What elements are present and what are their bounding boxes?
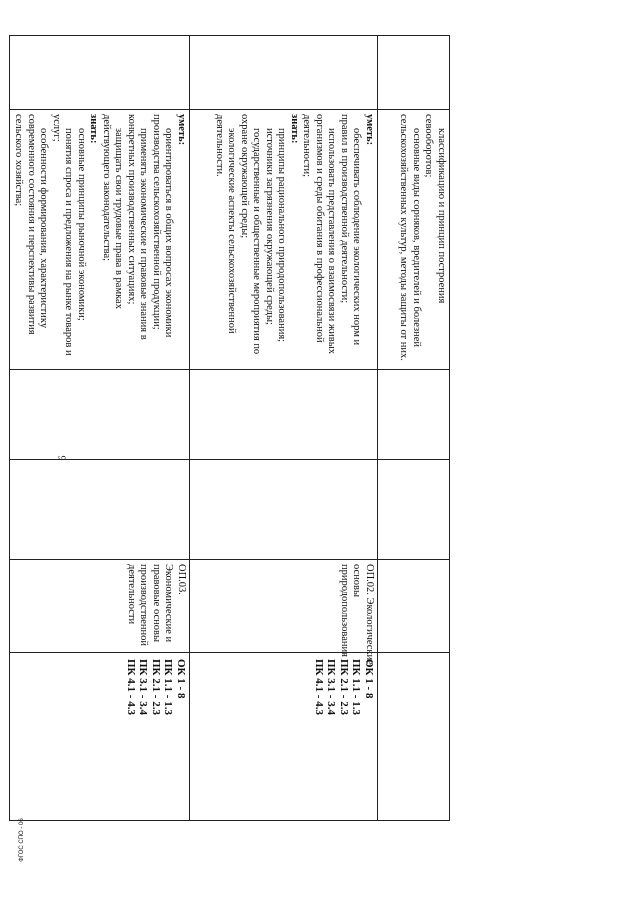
discipline-line: Экономические и bbox=[163, 564, 175, 643]
table-canvas bbox=[13, 35, 450, 820]
competence-code: ОК 1 - 8 bbox=[175, 659, 187, 699]
competence-code: ПК 1.1 - 1.3 bbox=[350, 659, 363, 715]
discipline-line: правовые основы bbox=[151, 564, 162, 643]
index-cell bbox=[190, 36, 378, 110]
table-row bbox=[10, 36, 190, 821]
requirement-line: классификацию и принцип построения севооборотов; bbox=[423, 114, 447, 304]
requirement-line: применять экономические и правовые знания в конкретных производственных ситуациях; bbox=[126, 114, 150, 340]
competences-cell bbox=[378, 653, 450, 821]
competence-code: ПК 3.1 - 3.4 bbox=[137, 659, 150, 715]
discipline-line: основы bbox=[351, 564, 363, 598]
table-body bbox=[10, 36, 450, 821]
discipline-cell bbox=[378, 560, 450, 653]
discipline-line: деятельности bbox=[126, 564, 137, 625]
requirement-heading: уметь: bbox=[176, 114, 187, 146]
requirement-heading: знать: bbox=[289, 114, 300, 144]
hours-cell bbox=[190, 370, 378, 460]
discipline-line: природопользования bbox=[339, 564, 350, 657]
requirements-cell bbox=[378, 110, 450, 370]
hours-cell bbox=[378, 460, 450, 560]
requirement-line: основные принципы рыночной экономики; bbox=[76, 128, 87, 321]
requirement-line: экологические аспекты сельскохозяйственной деятельности. bbox=[214, 114, 238, 334]
competence-code: ПК 2.1 - 2.3 bbox=[338, 659, 350, 715]
table-row bbox=[378, 36, 450, 821]
competence-code: ПК 1.1 - 1.3 bbox=[162, 659, 175, 715]
requirement-line: государственные и общественные мероприятия по охране окружающей среды; bbox=[239, 114, 263, 355]
competence-code: ПК 4.1 - 4.3 bbox=[313, 659, 325, 715]
hours-cell bbox=[10, 370, 190, 460]
rotated-table-area bbox=[13, 35, 450, 820]
competences-cell bbox=[10, 653, 190, 821]
index-cell bbox=[378, 36, 450, 110]
requirement-line: источники загрязнения окружающей среды; bbox=[264, 128, 275, 325]
requirement-line: особенности формирования, характеристику современного состояния и перспективы развития сельского хозяйства; bbox=[13, 114, 50, 335]
table-row bbox=[190, 36, 378, 821]
requirement-line: основные виды сорняков, вредителей и болезней сельскохозяйственных культур, методы защиты от них. bbox=[398, 114, 422, 361]
discipline-cell bbox=[10, 560, 190, 653]
hours-cell bbox=[378, 370, 450, 460]
requirement-line: принципы рационального природопользования; bbox=[276, 128, 288, 343]
requirement-line: использовать представления о взаимосвязи живых организмов и среды обитания в профессиональной деятельности; bbox=[301, 114, 338, 355]
hours-cell bbox=[10, 460, 190, 560]
competence-table bbox=[9, 35, 450, 821]
requirement-heading: уметь: bbox=[364, 114, 375, 146]
discipline-line: ОП.02. Экологические bbox=[364, 564, 375, 665]
page-number: 9 bbox=[55, 455, 67, 461]
requirements-cell bbox=[10, 110, 190, 370]
competence-code: ПК 2.1 - 2.3 bbox=[150, 659, 162, 715]
requirement-heading: знать: bbox=[88, 114, 100, 144]
discipline-line: ОП.03. bbox=[176, 564, 187, 595]
discipline-line: производственной bbox=[138, 564, 150, 646]
competence-code: ПК 4.1 - 4.3 bbox=[125, 659, 137, 715]
index-cell bbox=[10, 36, 190, 110]
requirement-line: понятия спроса и предложения на рынке товаров и услуг; bbox=[51, 114, 75, 356]
competence-code: ПК 3.1 - 3.4 bbox=[325, 659, 338, 715]
competence-code: ОК 1 - 8 bbox=[363, 659, 375, 699]
requirement-line: ориентироваться в общих вопросах экономики производства сельскохозяйственной продукции; bbox=[151, 114, 175, 338]
discipline-cell bbox=[190, 560, 378, 665]
footer-code: ФГОС СПО - 06 bbox=[19, 818, 25, 862]
hours-cell bbox=[190, 460, 378, 560]
competences-cell bbox=[190, 653, 378, 821]
requirement-line: защищать свои трудовые права в рамках действующего законодательства; bbox=[101, 114, 125, 309]
requirement-line: обеспечивать соблюдение экологических норм и правил в производственной деятельности; bbox=[339, 114, 363, 346]
requirements-cell bbox=[190, 110, 378, 370]
